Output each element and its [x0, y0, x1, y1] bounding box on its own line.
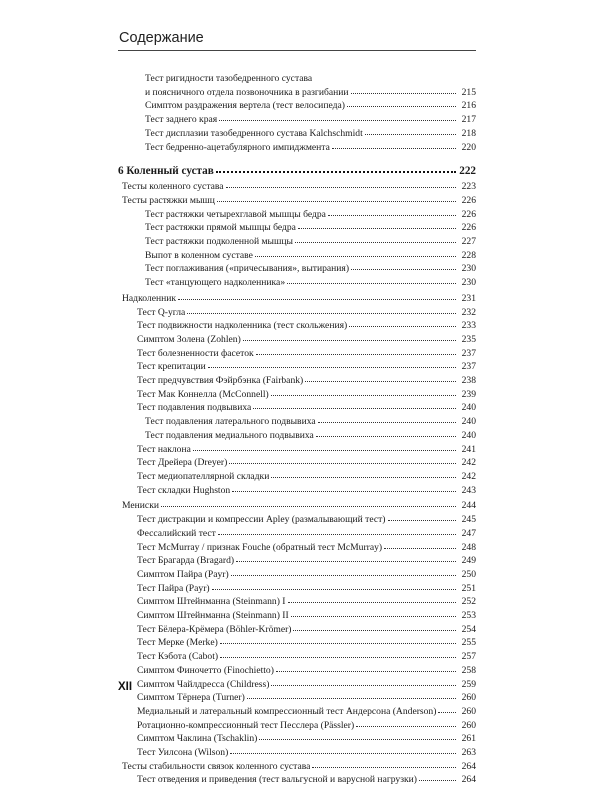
toc-entry-page: 237	[461, 361, 476, 373]
toc-entry[interactable]	[118, 469, 476, 483]
dot-leader	[212, 580, 456, 590]
dot-leader	[328, 206, 456, 216]
toc-entry-title: Тест бедренно-ацетабулярного импиджмента	[145, 141, 330, 153]
dot-leader	[230, 744, 456, 754]
toc-entry-title: Тест подвижности надколенника (тест скольжения)	[137, 320, 348, 332]
toc-entry-title: Тесты растяжки мышц	[122, 194, 215, 206]
toc-entry-page: 264	[461, 760, 476, 772]
toc-entry[interactable]	[118, 373, 476, 387]
toc-entry-page: 242	[461, 457, 476, 469]
toc-entry-title: Тест Пайра (Payr)	[137, 582, 210, 594]
toc-entry[interactable]	[118, 526, 476, 540]
toc-entry-prev-2[interactable]	[118, 112, 476, 126]
toc-entry[interactable]	[118, 400, 476, 414]
toc-entry-page: 263	[461, 747, 476, 759]
toc-entry[interactable]	[118, 677, 476, 691]
toc-entry-page: 254	[461, 623, 476, 635]
toc-entry-page: 226	[461, 222, 476, 234]
toc-entry-title: Тест подавления латерального подвывиха	[145, 416, 316, 428]
dot-leader	[293, 621, 456, 631]
dot-leader	[219, 111, 456, 121]
dot-leader	[271, 468, 456, 478]
toc-entry-page: 233	[461, 320, 476, 332]
toc-entry-title: Выпот в коленном суставе	[145, 249, 253, 261]
dot-leader	[232, 482, 456, 492]
toc-entry[interactable]	[118, 635, 476, 649]
toc-entry-title: Тест подавления подвывиха	[137, 402, 252, 414]
toc-entry[interactable]	[118, 498, 476, 512]
toc-entry[interactable]	[118, 649, 476, 663]
running-header-title: Содержание	[119, 30, 204, 46]
toc-entry[interactable]	[118, 318, 476, 332]
dot-leader	[351, 84, 456, 94]
toc-entry-page: 215	[461, 86, 476, 98]
toc-entry[interactable]	[118, 359, 476, 373]
toc-entry-title: Тест складки Hughston	[137, 484, 231, 496]
toc-entry-title: и поясничного отдела позвоночника в разгибании	[145, 86, 349, 98]
dot-leader	[287, 274, 456, 284]
dot-leader	[253, 399, 456, 409]
toc-entry[interactable]	[118, 179, 476, 193]
toc-entry-title: Тест медиопателлярной складки	[137, 470, 270, 482]
toc-entry[interactable]	[118, 553, 476, 567]
dot-leader	[384, 539, 456, 549]
toc-entry[interactable]	[118, 332, 476, 346]
chapter-title: 6 Коленный сустав	[118, 165, 214, 178]
toc-entry-title: Надколенник	[122, 292, 177, 304]
dot-leader	[229, 454, 456, 464]
dot-leader	[332, 139, 456, 149]
dot-leader	[161, 497, 456, 507]
dot-leader	[291, 607, 456, 617]
toc-entry[interactable]	[118, 414, 476, 428]
toc-entry-page: 252	[461, 596, 476, 608]
toc-entry-title: Тест растяжки четырехглавой мышцы бедра	[145, 208, 326, 220]
dot-leader	[220, 648, 456, 658]
toc-entry-page: 238	[461, 375, 476, 387]
toc-entry-page: 249	[461, 555, 476, 567]
toc-entry-title: Тест Дрейера (Dreyer)	[137, 457, 228, 469]
toc-entries	[118, 179, 476, 786]
toc-entry[interactable]	[118, 207, 476, 221]
toc-entry-title: Тест дисплазии тазобедренного сустава Kalchschmidt	[145, 127, 363, 139]
toc-entry[interactable]	[118, 483, 476, 497]
toc-entry[interactable]	[118, 346, 476, 360]
toc-entry-page: 257	[461, 651, 476, 663]
dot-leader	[295, 233, 456, 243]
dot-leader	[220, 634, 456, 644]
dot-leader	[356, 717, 456, 727]
toc-entry-title: Тест Бёлера-Крёмера (Böhler-Krömer)	[137, 623, 292, 635]
toc-entry-title: Тест McMurray / признак Fouche (обратный тест McMurray)	[137, 541, 383, 553]
toc-entry-title: Тест растяжки прямой мышцы бедра	[145, 222, 296, 234]
dot-leader	[312, 758, 456, 768]
toc-entry-title: Симптом Штейнманна (Steinmann) II	[137, 610, 289, 622]
toc-entry-title: Тест подавления медиального подвывиха	[145, 429, 314, 441]
dot-leader	[298, 219, 456, 229]
toc-entry-title: Тест болезненности фасеток	[137, 347, 254, 359]
toc-entry-page: 260	[461, 705, 476, 717]
dot-leader	[255, 247, 456, 257]
toc-entry-title: Симптом Тёрнера (Turner)	[137, 692, 245, 704]
toc-entry-page: 248	[461, 541, 476, 553]
toc-entry-title: Медиальный и латеральный компрессионный тест Андерсона (Anderson)	[137, 705, 437, 717]
toc-entry[interactable]	[118, 594, 476, 608]
dot-leader	[236, 552, 456, 562]
toc-entry[interactable]	[118, 608, 476, 622]
toc-entry[interactable]	[118, 305, 476, 319]
header-rule	[118, 50, 476, 51]
toc-entry-page: 240	[461, 402, 476, 414]
dot-leader	[243, 331, 456, 341]
dot-leader	[276, 662, 456, 672]
toc-entry-page: 220	[461, 141, 476, 153]
toc-entry-title: Тест предчувствия Фэйрбэнка (Fairbank)	[137, 375, 304, 387]
toc-entry[interactable]	[118, 512, 476, 526]
toc-entry[interactable]	[118, 540, 476, 554]
toc-entry-title: Симптом Пайра (Payr)	[137, 568, 229, 580]
toc-entry[interactable]	[118, 261, 476, 275]
toc-entry-page: 230	[461, 277, 476, 289]
toc-entry-title: Фессалийский тест	[137, 527, 216, 539]
toc-entry-page: 242	[461, 470, 476, 482]
dot-leader	[178, 290, 456, 300]
toc-entry-title: Тест Мак Коннелла (McConnell)	[137, 388, 269, 400]
toc-entry-title: Тест заднего края	[145, 114, 218, 126]
toc-entry[interactable]	[118, 275, 476, 289]
toc-entry-page: 255	[461, 637, 476, 649]
toc-entry[interactable]	[118, 387, 476, 401]
toc-entry-page: 250	[461, 568, 476, 580]
dot-leader	[351, 260, 456, 270]
toc-entry-page: 251	[461, 582, 476, 594]
toc-entry-page: 239	[461, 388, 476, 400]
toc-entry[interactable]	[118, 704, 476, 718]
toc-entry-page: 226	[461, 194, 476, 206]
toc-entry-page: 247	[461, 527, 476, 539]
toc-entry-page: 232	[461, 306, 476, 318]
toc-entry-title: Симптом Чаклина (Tschaklin)	[137, 733, 258, 745]
dot-leader	[365, 125, 456, 135]
dot-leader	[305, 372, 456, 382]
toc-entry-title: Симптом раздражения вертела (тест велосипеда)	[145, 100, 345, 112]
toc-entry-page: 216	[461, 100, 476, 112]
toc-entry-page: 243	[461, 484, 476, 496]
toc-entry-page: 260	[461, 692, 476, 704]
toc-entry-page: 228	[461, 249, 476, 261]
toc-entry-title: Тесты коленного сустава	[122, 181, 224, 193]
toc-entry[interactable]	[118, 731, 476, 745]
toc-entry-page: 253	[461, 610, 476, 622]
toc-entry-page: 244	[461, 500, 476, 512]
dot-leader	[217, 192, 456, 202]
toc-entry-title: Тест Кэбота (Cabot)	[137, 651, 219, 663]
toc-entry-page: 245	[461, 514, 476, 526]
toc-entry-page: 230	[461, 263, 476, 275]
toc-entry-title: Тест Уилсона (Wilson)	[137, 747, 229, 759]
toc-entry-title: Тест Брагарда (Bragard)	[137, 555, 235, 567]
dot-leader	[231, 566, 456, 576]
toc-entry-page: 261	[461, 733, 476, 745]
dot-leader	[288, 593, 457, 603]
toc-entry-title: Тест поглаживания («причесывания», вытирания)	[145, 263, 350, 275]
toc-entry-page: 259	[461, 678, 476, 690]
toc-entry[interactable]	[118, 428, 476, 442]
toc-entry-title: Тест Мерке (Merke)	[137, 637, 218, 649]
toc-entry[interactable]	[118, 622, 476, 636]
toc-entry-page: 227	[461, 236, 476, 248]
toc-entry-page: 217	[461, 114, 476, 126]
toc-entry[interactable]	[118, 455, 476, 469]
toc-entry-page: 260	[461, 719, 476, 731]
chapter-page: 222	[459, 165, 476, 178]
toc-entry-page: 240	[461, 416, 476, 428]
toc-entry-title: Тест крепитации	[137, 361, 206, 373]
toc-entry-page: 235	[461, 333, 476, 345]
toc-entry-title: Тест растяжки подколенной мышцы	[145, 236, 293, 248]
toc-entry-prev-3[interactable]	[118, 126, 476, 140]
dot-leader	[271, 386, 456, 396]
dot-leader	[438, 703, 456, 713]
toc-entry-page: 226	[461, 208, 476, 220]
dot-leader	[419, 771, 456, 781]
toc-entry-title: Симптом Чайлдресса (Childress)	[137, 678, 270, 690]
dot-leader	[187, 304, 456, 314]
toc-entry-page: 264	[461, 774, 476, 786]
toc-entry-title: Тест «танцующего надколенника»	[145, 277, 286, 289]
toc-entry[interactable]	[118, 234, 476, 248]
toc-entry[interactable]	[118, 718, 476, 732]
toc-entry[interactable]	[118, 745, 476, 759]
dot-leader	[208, 358, 456, 368]
dot-leader	[316, 427, 456, 437]
dot-leader	[271, 676, 456, 686]
toc-entry-title: Ротационно-компрессионный тест Песслера (Pässler)	[137, 719, 355, 731]
toc-entry[interactable]	[118, 193, 476, 207]
page-number: XII	[118, 681, 133, 693]
dot-leader	[218, 525, 456, 535]
toc-entry-title: Симптом Золена (Zohlen)	[137, 333, 241, 345]
toc-entry-page: 240	[461, 429, 476, 441]
dot-leader	[193, 441, 456, 451]
dot-leader	[256, 345, 456, 355]
toc-entry-prev-4[interactable]	[118, 140, 476, 154]
toc-entry-page: 218	[461, 127, 476, 139]
toc-entry-title: Тесты стабильности связок коленного сустава	[122, 760, 311, 772]
toc-entry[interactable]	[118, 759, 476, 773]
toc-entry[interactable]	[118, 291, 476, 305]
toc-entry-page: 241	[461, 443, 476, 455]
toc-entry-title: Симптом Финочетто (Finochietto)	[137, 664, 274, 676]
dot-leader	[318, 413, 456, 423]
dot-leader	[347, 97, 456, 107]
toc-entry-title: Мениски	[122, 500, 159, 512]
toc-entry-title: Тест Q-угла	[137, 306, 186, 318]
toc-entry-title: Тест ригидности тазобедренного сустава	[145, 73, 313, 84]
toc-entry-title: Тест наклона	[137, 443, 191, 455]
dot-leader	[349, 317, 456, 327]
toc-entry-prev-0[interactable]	[118, 85, 476, 99]
toc-entry-page: 258	[461, 664, 476, 676]
toc-entry-page: 223	[461, 181, 476, 193]
toc-entry-title: Тест дистракции и компрессии Apley (размалывающий тест)	[137, 514, 386, 526]
toc-entry-title: Симптом Штейнманна (Steinmann) I	[137, 596, 286, 608]
toc-entry-page: 231	[461, 292, 476, 304]
dot-leader	[259, 730, 456, 740]
toc-chapter-heading[interactable]	[118, 162, 476, 178]
toc-entry[interactable]	[118, 248, 476, 262]
toc-entry-title: Тест отведения и приведения (тест вальгусной и варусной нагрузки)	[137, 774, 418, 786]
toc-entry[interactable]	[118, 442, 476, 456]
toc-entry[interactable]	[118, 581, 476, 595]
dot-leader	[226, 178, 456, 188]
toc-entry[interactable]	[118, 690, 476, 704]
toc-entry[interactable]	[118, 663, 476, 677]
dot-leader	[388, 511, 457, 521]
dot-leader	[247, 689, 456, 699]
dot-leader	[216, 161, 456, 173]
toc-entry-prev-1[interactable]	[118, 98, 476, 112]
toc-entry-page: 237	[461, 347, 476, 359]
toc-entry[interactable]	[118, 220, 476, 234]
table-of-contents	[118, 73, 476, 786]
toc-entry[interactable]	[118, 567, 476, 581]
toc-entry[interactable]	[118, 772, 476, 786]
